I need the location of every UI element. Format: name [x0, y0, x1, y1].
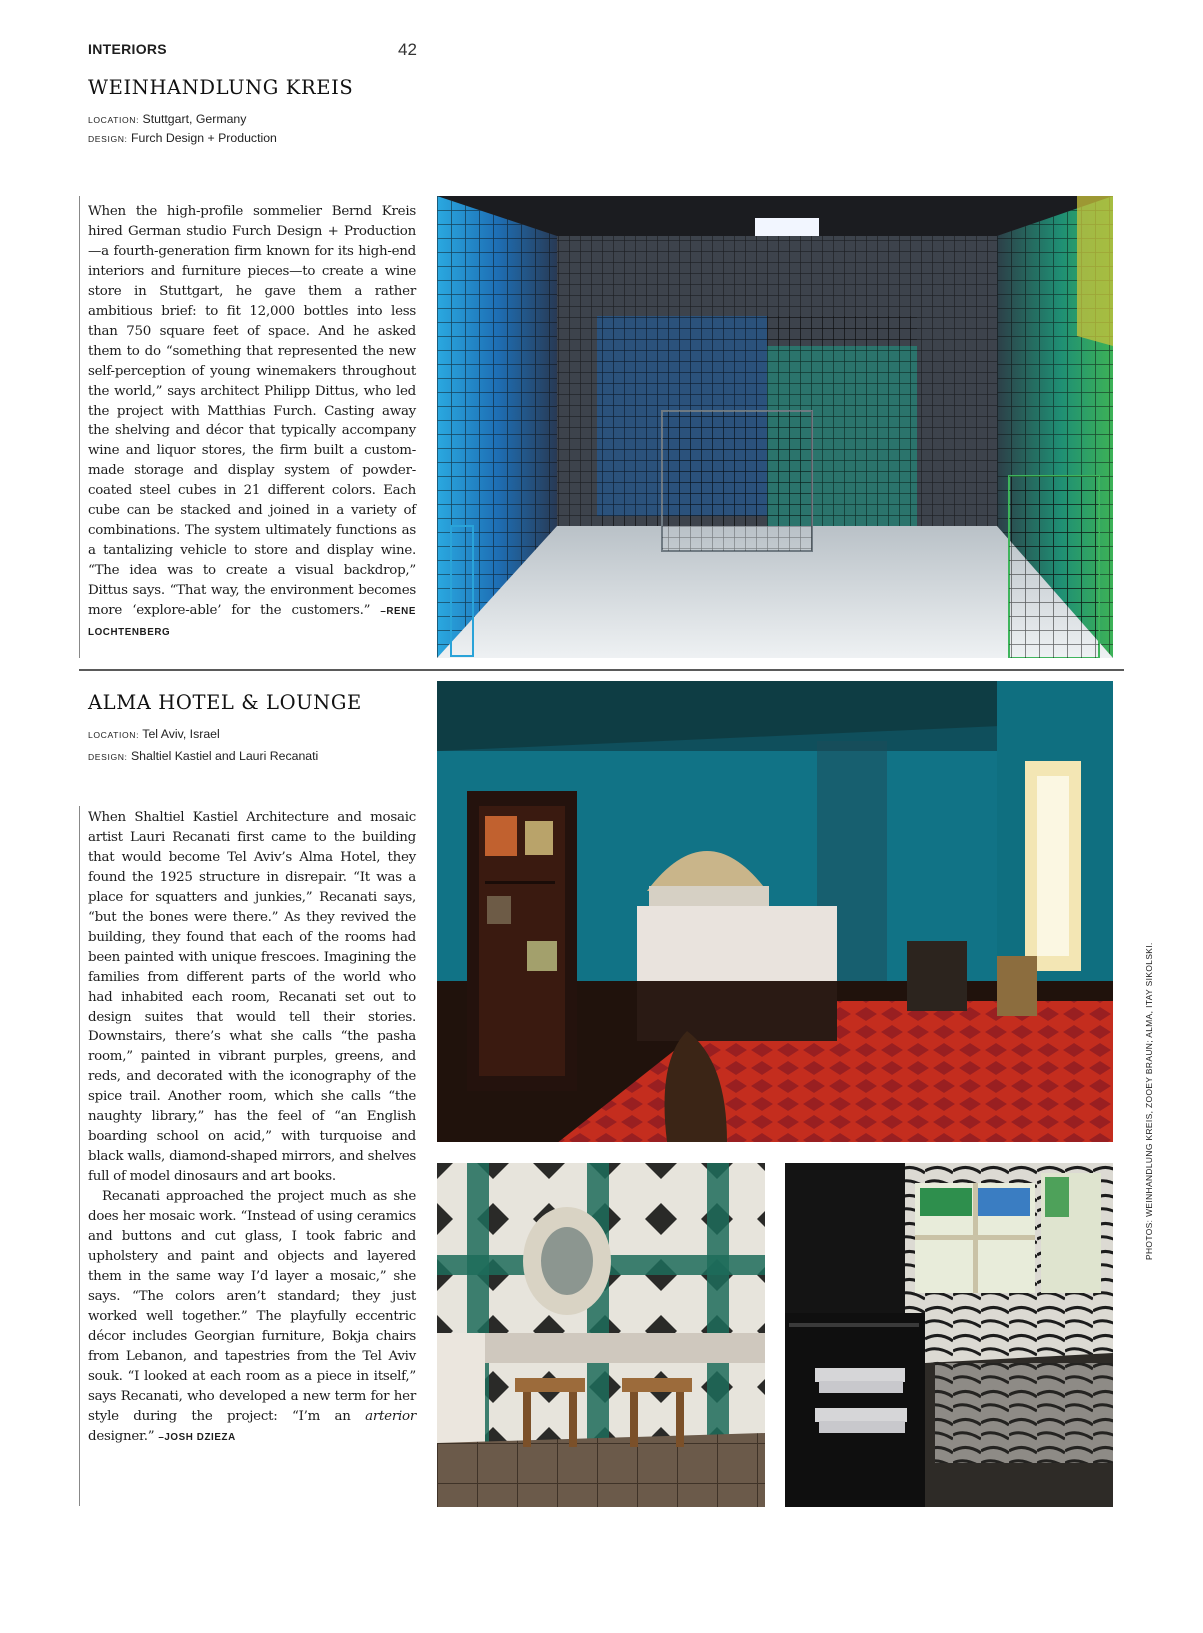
article2-design [88, 749, 318, 763]
hotel-vanity-image [785, 1163, 1113, 1507]
article2-byline: –JOSH DZIEZA [158, 1431, 236, 1443]
article-separator [79, 669, 1124, 671]
article2-body-column [88, 808, 416, 1448]
wine-store-photo [437, 196, 1113, 658]
article2-p2-end: designer.” [88, 1428, 155, 1444]
article2-design-value: Shaltiel Kastiel and Lauri Recanati [130, 749, 319, 763]
article1-byline: –RENE LOCHTENBERG [88, 606, 416, 639]
article2-title: ALMA HOTEL & LOUNGE [88, 691, 362, 714]
article1-location-label: LOCATION: [88, 115, 140, 125]
article1-design [88, 131, 277, 145]
article1-body [88, 202, 416, 643]
column-rule-top [79, 196, 80, 658]
article1-title: WEINHANDLUNG KREIS [88, 76, 354, 99]
hotel-bathroom-image [437, 1163, 765, 1507]
article2-location [88, 727, 220, 741]
column-rule-bottom [79, 806, 80, 1506]
photo-credit: PHOTOS: WEINHANDLUNG KREIS, ZOOEY BRAUN; ALMA, ITAY SIKOLSKI. [1144, 942, 1154, 1260]
article1-design-value: Furch Design + Production [130, 131, 277, 145]
hotel-vanity-photo [785, 1163, 1113, 1507]
article2-paragraph-2 [88, 1187, 416, 1447]
article2-location-value: Tel Aviv, Israel [142, 727, 220, 741]
article1-body-column [88, 202, 416, 643]
page-number: 42 [398, 40, 417, 59]
article1-location-value: Stuttgart, Germany [142, 112, 247, 126]
article2-location-label: LOCATION: [88, 730, 140, 740]
article1-location [88, 112, 246, 126]
article1-design-label: DESIGN: [88, 134, 128, 144]
section-label: INTERIORS [88, 41, 167, 57]
article1-body-text: When the high-profile sommelier Bernd Kreis hired German studio Furch Design + Production—a fourth-generation firm known for its high-end interiors and furniture pieces—to create a wine store in Stuttgart, he gave them a rather ambitious brief: to fit 12,000 bottles into less than 750 square feet of space. And he asked them to do “something that represented the new self-perception of young winemakers throughout the world,” says architect Philipp Dittus, who led the project with Matthias Furch. Casting away the shelving and décor that typically accompany wine and liquor stores, the firm built a custom-made storage and display system of powder-coated steel cubes in 21 different colors. Each cube can be stacked and joined in a variety of combinations. The system ultimately functions as a tantalizing vehicle to store and display wine. “The idea was to create a visual backdrop,” Dittus says. “That way, the environment becomes more ‘explore-able’ for the customers.” [88, 204, 416, 619]
article2-paragraph-1: When Shaltiel Kastiel Architecture and mosaic artist Lauri Recanati first came to the building that would become Tel Aviv’s Alma Hotel, they found the 1925 structure in disrepair. “It was a place for squatters and junkies,” Recanati says, “but the bones were there.” As they revived the building, they found that each of the rooms had been painted with unique frescoes. Imagining the families from different parts of the world who had inhabited each room, Recanati set out to design suites that would tell their stories. Downstairs, there’s what she calls “the pasha room,” painted in vibrant purples, greens, and reds, and decorated with the iconography of the spice trail. Another room, which she calls “the naughty library,” has the feel of “an English boarding school on acid,” with turquoise and black walls, diamond-shaped mirrors, and shelves full of model dinosaurs and art books. [88, 810, 416, 1185]
article2-p2-text: Recanati approached the project much as she does her mosaic work. “Instead of using ceramics and buttons and cut glass, I took fabric and upholstery and paint and objects and layered them in the same way I’d layer a mosaic,” she says. “The colors aren’t standard; they just worked well together.” The playfully eccentric décor includes Georgian furniture, Bokja chairs from Lebanon, and tapestries from the Tel Aviv souk. “I looked at each room as a piece in itself,” says Recanati, who developed a new term for her style during the project: “I’m an [88, 1189, 416, 1424]
hotel-bathroom-photo [437, 1163, 765, 1507]
hotel-bedroom-photo [437, 681, 1113, 1142]
hotel-bedroom-image [437, 681, 1113, 1142]
article2-p2-italic: arterior [365, 1408, 416, 1424]
article2-design-label: DESIGN: [88, 752, 128, 762]
wine-store-image [437, 196, 1113, 658]
